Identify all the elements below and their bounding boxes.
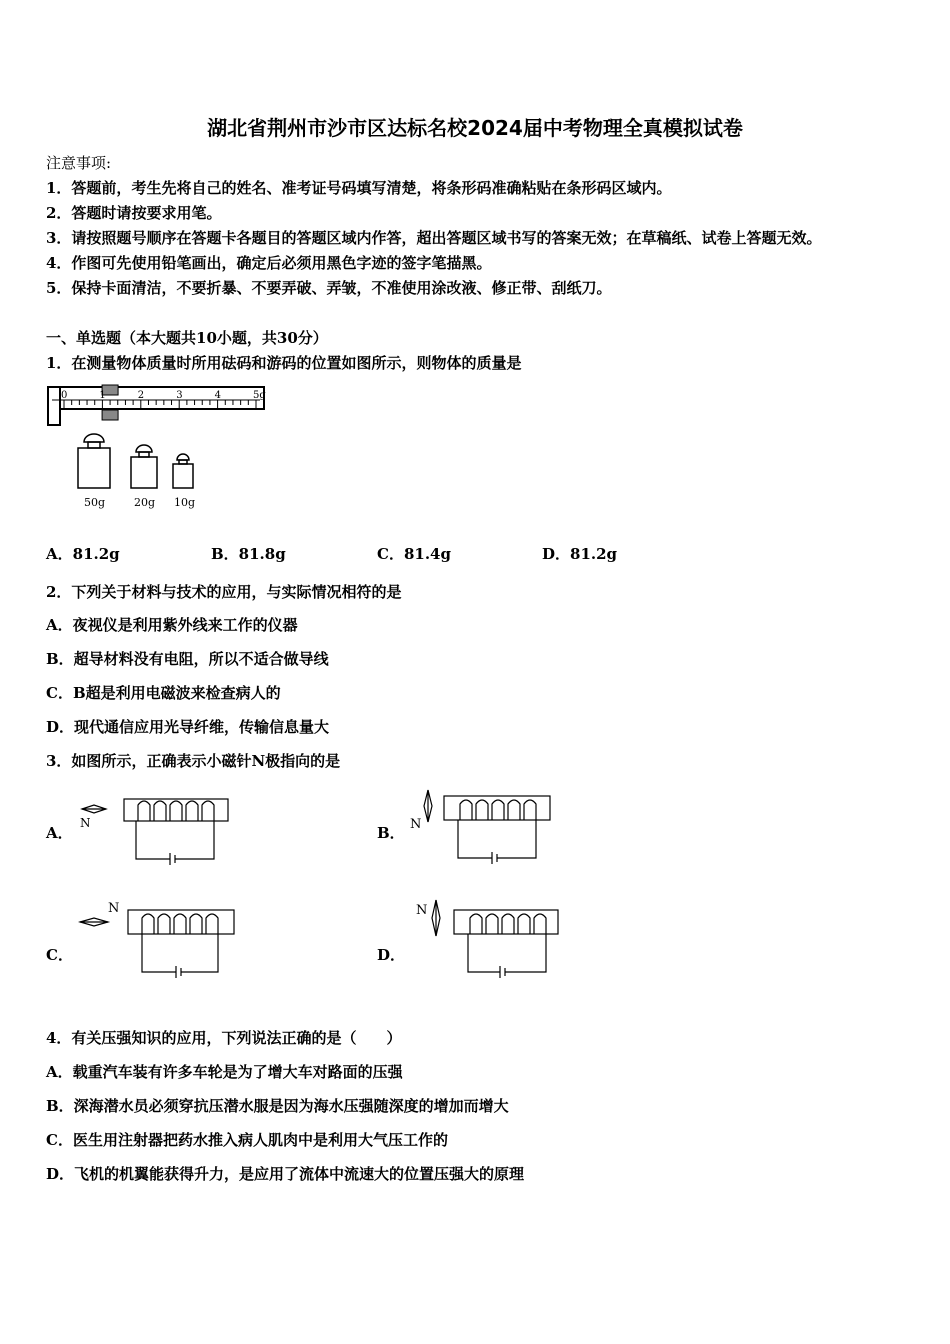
option[interactable]: B． [377, 824, 405, 842]
question-3-stem: 3．如图所示，正确表示小磁针N极指向的是 [46, 752, 341, 770]
solenoid-figure-a [78, 795, 238, 870]
option[interactable]: D．81.2g [542, 545, 618, 563]
scale-tick-label: 3 [176, 390, 183, 401]
option[interactable]: D． [377, 946, 406, 964]
page-title: 湖北省荆州市沙市区达标名校2024届中考物理全真模拟试卷 [207, 116, 743, 140]
question-2-stem: 2．下列关于材料与技术的应用，与实际情况相符的是 [46, 583, 402, 601]
balance-scale-figure [44, 380, 274, 515]
note-item: 3．请按照题号顺序在答题卡各题目的答题区域内作答，超出答题区域书写的答案无效；在草稿纸、试卷上答题无效。 [46, 229, 822, 247]
option[interactable]: B．81.8g [211, 545, 286, 563]
notes-header: 注意事项: [46, 154, 112, 172]
pole-label: N [80, 816, 91, 830]
solenoid-figure-c [78, 898, 243, 980]
question-1-stem: 1．在测量物体质量时所用砝码和游码的位置如图所示，则物体的质量是 [46, 354, 522, 372]
pole-label: N [416, 903, 428, 918]
note-item: 2．答题时请按要求用笔。 [46, 204, 222, 222]
solenoid-figure-b [408, 788, 583, 870]
pole-label: N [410, 817, 422, 832]
scale-tick-label: 0 [61, 390, 68, 401]
scale-tick-label: 5g [253, 390, 266, 401]
option[interactable]: A． [46, 824, 73, 842]
scale-tick-label: 2 [137, 390, 145, 401]
weight-50g [78, 434, 110, 488]
option[interactable]: B．深海潜水员必须穿抗压潜水服是因为海水压强随深度的增加而增大 [46, 1097, 509, 1115]
option[interactable]: C．81.4g [377, 545, 451, 563]
question-4-stem: 4．有关压强知识的应用，下列说法正确的是（ ） [46, 1029, 402, 1047]
option[interactable]: A．夜视仪是利用紫外线来工作的仪器 [46, 616, 298, 634]
option[interactable]: B．超导材料没有电阻，所以不适合做导线 [46, 650, 329, 668]
weight-label: 50g [84, 496, 106, 509]
option[interactable]: A．81.2g [46, 545, 120, 563]
scale-tick-label: 4 [214, 390, 221, 401]
note-item: 1．答题前，考生先将自己的姓名、准考证号码填写清楚，将条形码准确粘贴在条形码区域内。 [46, 179, 672, 197]
option[interactable]: C． [46, 946, 73, 964]
option[interactable]: C．B超是利用电磁波来检查病人的 [46, 684, 281, 702]
option[interactable]: A．载重汽车装有许多车轮是为了增大车对路面的压强 [46, 1063, 403, 1081]
weight-20g [131, 445, 157, 488]
option[interactable]: C．医生用注射器把药水推入病人肌肉中是利用大气压工作的 [46, 1131, 448, 1149]
weight-label: 20g [134, 496, 156, 509]
scale-tick-label: 1 [99, 390, 106, 401]
note-item: 5．保持卡面清洁，不要折暴、不要弄破、弄皱，不准使用涂改液、修正带、刮纸刀。 [46, 279, 612, 297]
beam-scale [48, 385, 264, 425]
option[interactable]: D．现代通信应用光导纤维，传输信息量大 [46, 718, 330, 736]
weight-10g [173, 454, 193, 488]
solenoid-figure-d [414, 898, 564, 980]
weight-label: 10g [174, 496, 196, 509]
note-item: 4．作图可先使用铅笔画出，确定后必须用黑色字迹的签字笔描黑。 [46, 254, 492, 272]
section-heading: 一、单选题（本大题共10小题，共30分） [46, 329, 328, 347]
pole-label: N [108, 901, 120, 916]
option[interactable]: D．飞机的机翼能获得升力，是应用了流体中流速大的位置压强大的原理 [46, 1165, 525, 1183]
